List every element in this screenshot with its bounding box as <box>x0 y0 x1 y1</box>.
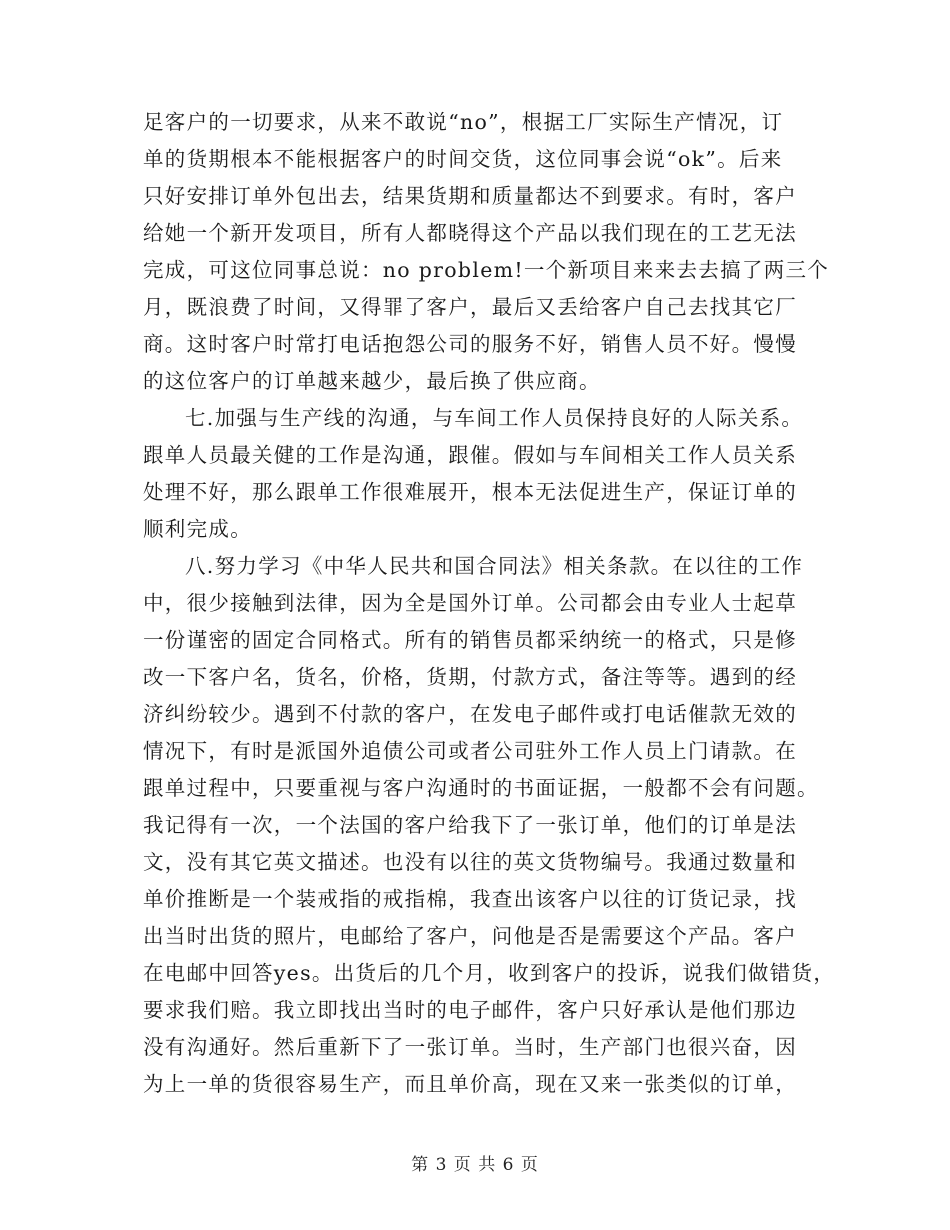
text-line: 跟单过程中，只要重视与客户沟通时的书面证据，一般都不会有问题。 <box>143 776 819 800</box>
text-line: 单的货期根本不能根据客户的时间交货，这位同事会说“ok”。后来 <box>143 147 783 171</box>
text-line: 为上一单的货很容易生产，而且单价高，现在又来一张类似的订单， <box>143 1072 797 1096</box>
text-line: 改一下客户名，货名，价格，货期，付款方式，备注等等。遇到的经 <box>143 665 797 689</box>
text-line: 在电邮中回答yes。出货后的几个月，收到客户的投诉，说我们做错货， <box>143 961 836 985</box>
text-line: 足客户的一切要求，从来不敢说“no”，根据工厂实际生产情况，订 <box>143 110 784 134</box>
text-line: 情况下，有时是派国外追债公司或者公司驻外工作人员上门请款。在 <box>143 739 797 763</box>
page-number-footer: 第 3 页 共 6 页 <box>411 1155 539 1175</box>
text-line: 商。这时客户时常打电话抱怨公司的服务不好，销售人员不好。慢慢 <box>143 332 797 356</box>
text-line: 一份谨密的固定合同格式。所有的销售员都采纳统一的格式，只是修 <box>143 628 797 652</box>
text-line: 完成，可这位同事总说：no problem!一个新项目来来去去搞了两三个 <box>143 258 830 282</box>
text-line: 济纠纷较少。遇到不付款的客户，在发电子邮件或打电话催款无效的 <box>143 702 797 726</box>
text-line: 单价推断是一个装戒指的戒指棉，我查出该客户以往的订货记录，找 <box>143 887 797 911</box>
text-line: 给她一个新开发项目，所有人都晓得这个产品以我们现在的工艺无法 <box>143 221 797 245</box>
text-line: 文，没有其它英文描述。也没有以往的英文货物编号。我通过数量和 <box>143 850 797 874</box>
section-heading-line: 七.加强与生产线的沟通，与车间工作人员保持良好的人际关系。 <box>185 406 804 430</box>
text-line: 顺利完成。 <box>143 517 252 541</box>
body-text <box>143 104 836 1103</box>
text-line: 我记得有一次，一个法国的客户给我下了一张订单，他们的订单是法 <box>143 813 797 837</box>
text-line: 的这位客户的订单越来越少，最后换了供应商。 <box>143 369 601 393</box>
text-line: 中，很少接触到法律，因为全是国外订单。公司都会由专业人士起草 <box>143 591 797 615</box>
text-line: 出当时出货的照片，电邮给了客户，问他是否是需要这个产品。客户 <box>143 924 797 948</box>
text-line: 只好安排订单外包出去，结果货期和质量都达不到要求。有时，客户 <box>143 184 797 208</box>
text-line: 没有沟通好。然后重新下了一张订单。当时，生产部门也很兴奋，因 <box>143 1035 797 1059</box>
text-line: 要求我们赔。我立即找出当时的电子邮件，客户只好承认是他们那边 <box>143 998 797 1022</box>
text-line: 处理不好，那么跟单工作很难展开，根本无法促进生产，保证订单的 <box>143 480 797 504</box>
text-line: 跟单人员最关健的工作是沟通，跟催。假如与车间相关工作人员关系 <box>143 443 797 467</box>
text-line: 月，既浪费了时间，又得罪了客户，最后又丢给客户自己去找其它厂 <box>143 295 797 319</box>
section-heading-line: 八.努力学习《中华人民共和国合同法》相关条款。在以往的工作 <box>185 554 804 578</box>
